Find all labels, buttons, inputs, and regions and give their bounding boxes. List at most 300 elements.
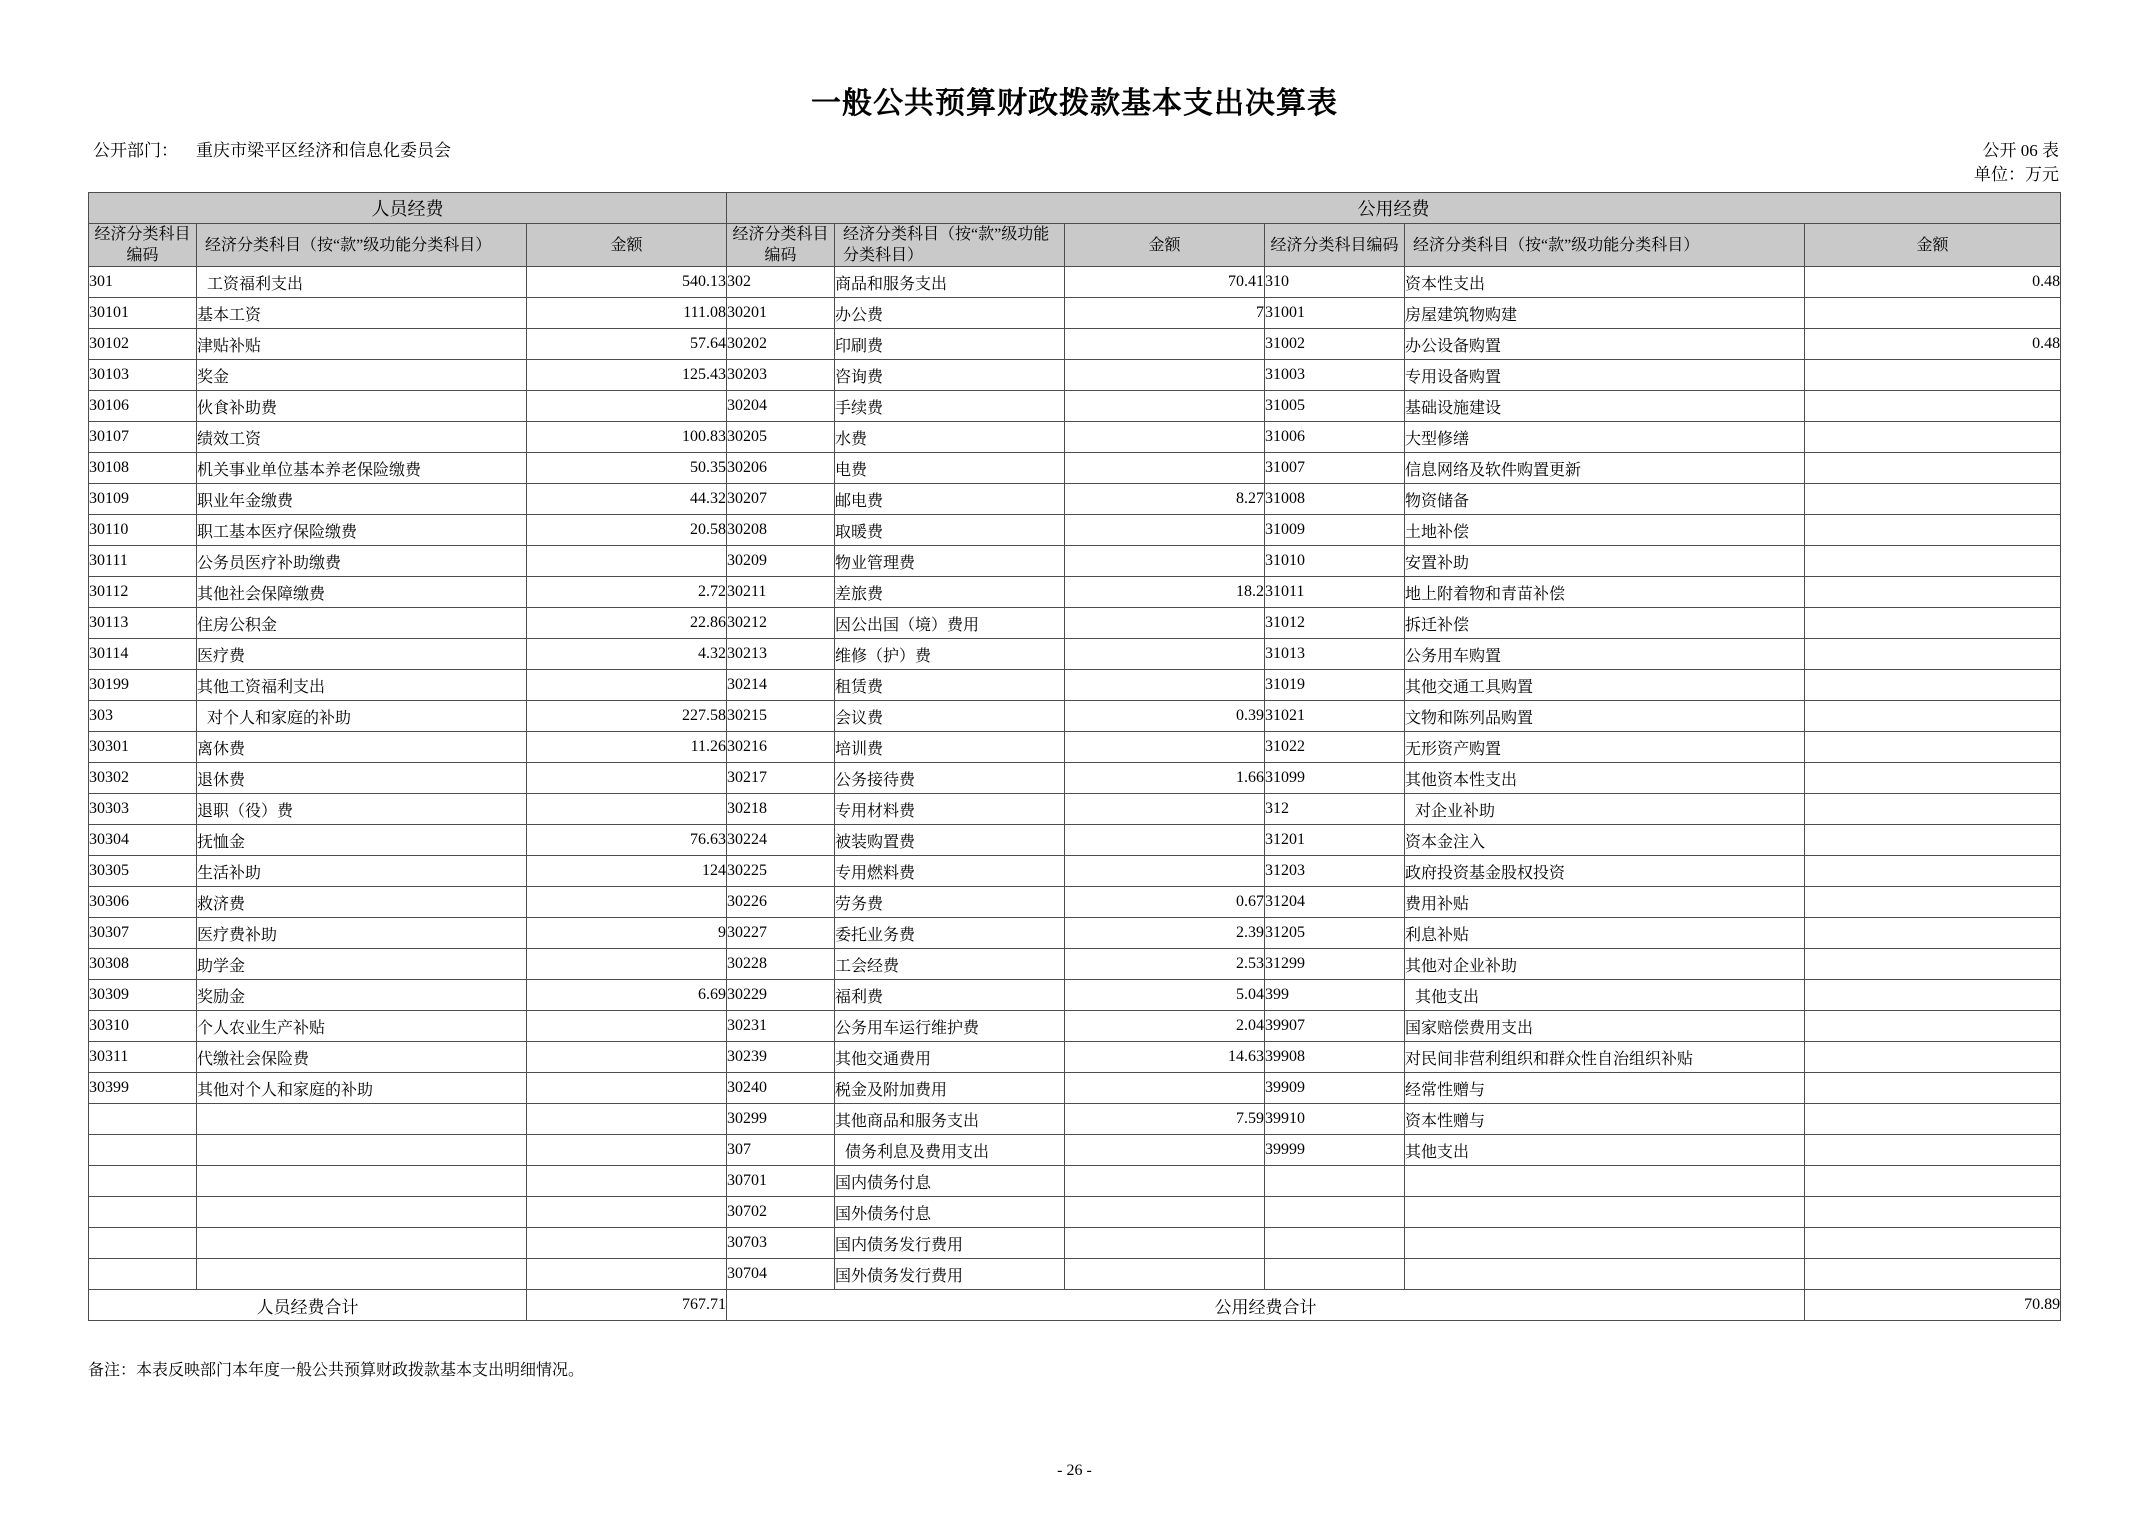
cell-name-personnel (197, 1166, 527, 1197)
cell-code-goods: 30227 (727, 918, 835, 949)
cell-name-capital: 安置补助 (1405, 546, 1805, 577)
cell-name-personnel (197, 1104, 527, 1135)
cell-name-personnel (197, 1259, 527, 1290)
cell-code-capital: 31203 (1265, 856, 1405, 887)
cell-code-personnel: 30309 (89, 980, 197, 1011)
cell-amount-goods (1065, 825, 1265, 856)
cell-code-personnel: 30102 (89, 329, 197, 360)
cell-amount-goods (1065, 608, 1265, 639)
cell-name-capital: 公务用车购置 (1405, 639, 1805, 670)
cell-code-personnel: 30107 (89, 422, 197, 453)
cell-name-capital: 地上附着物和青苗补偿 (1405, 577, 1805, 608)
cell-name-personnel: 其他工资福利支出 (197, 670, 527, 701)
cell-name-capital: 其他对企业补助 (1405, 949, 1805, 980)
cell-amount-goods: 70.41 (1065, 267, 1265, 298)
cell-amount-personnel (527, 1259, 727, 1290)
cell-name-personnel: 奖励金 (197, 980, 527, 1011)
cell-name-capital: 文物和陈列品购置 (1405, 701, 1805, 732)
cell-amount-goods (1065, 391, 1265, 422)
personnel-total-label: 人员经费合计 (89, 1290, 527, 1321)
cell-name-personnel: 离休费 (197, 732, 527, 763)
cell-name-personnel (197, 1135, 527, 1166)
cell-code-goods: 30224 (727, 825, 835, 856)
cell-name-personnel: 抚恤金 (197, 825, 527, 856)
cell-amount-goods (1065, 515, 1265, 546)
cell-amount-capital (1805, 1166, 2061, 1197)
cell-code-personnel: 30111 (89, 546, 197, 577)
cell-name-personnel: 奖金 (197, 360, 527, 391)
cell-name-goods: 会议费 (835, 701, 1065, 732)
cell-name-personnel: 伙食补助费 (197, 391, 527, 422)
cell-name-goods: 福利费 (835, 980, 1065, 1011)
form-meta (1974, 139, 2059, 187)
cell-code-capital: 31013 (1265, 639, 1405, 670)
cell-code-personnel: 30311 (89, 1042, 197, 1073)
cell-amount-personnel (527, 949, 727, 980)
cell-code-personnel: 30110 (89, 515, 197, 546)
cell-name-goods: 邮电费 (835, 484, 1065, 515)
cell-name-capital: 拆迁补偿 (1405, 608, 1805, 639)
cell-amount-personnel (527, 1135, 727, 1166)
cell-amount-personnel: 125.43 (527, 360, 727, 391)
cell-name-personnel: 代缴社会保险费 (197, 1042, 527, 1073)
group-header-personnel: 人员经费 (89, 193, 727, 224)
cell-code-personnel: 30101 (89, 298, 197, 329)
department-label: 公开部门： (93, 141, 178, 160)
cell-code-goods: 30202 (727, 329, 835, 360)
cell-amount-capital (1805, 391, 2061, 422)
cell-code-capital: 31001 (1265, 298, 1405, 329)
cell-amount-capital (1805, 1228, 2061, 1259)
table-row (89, 918, 2061, 949)
cell-code-capital: 31204 (1265, 887, 1405, 918)
col-header-code1: 经济分类科目编码 (89, 224, 197, 267)
cell-amount-personnel: 2.72 (527, 577, 727, 608)
cell-name-goods: 专用燃料费 (835, 856, 1065, 887)
cell-name-capital: 无形资产购置 (1405, 732, 1805, 763)
cell-amount-goods (1065, 453, 1265, 484)
cell-name-capital (1405, 1197, 1805, 1228)
cell-name-capital: 其他支出 (1405, 1135, 1805, 1166)
cell-code-goods: 30208 (727, 515, 835, 546)
table-row (89, 1042, 2061, 1073)
cell-code-capital: 39909 (1265, 1073, 1405, 1104)
cell-amount-capital (1805, 1011, 2061, 1042)
cell-amount-goods (1065, 794, 1265, 825)
table-row (89, 763, 2061, 794)
cell-code-personnel (89, 1104, 197, 1135)
cell-name-goods: 商品和服务支出 (835, 267, 1065, 298)
cell-code-capital: 39999 (1265, 1135, 1405, 1166)
cell-amount-capital (1805, 515, 2061, 546)
cell-name-personnel: 职业年金缴费 (197, 484, 527, 515)
cell-amount-goods (1065, 732, 1265, 763)
cell-code-personnel: 303 (89, 701, 197, 732)
cell-amount-personnel (527, 546, 727, 577)
form-number: 公开 06 表 (1982, 141, 2059, 160)
cell-name-capital: 专用设备购置 (1405, 360, 1805, 391)
cell-code-personnel: 30303 (89, 794, 197, 825)
cell-amount-capital (1805, 670, 2061, 701)
cell-name-personnel: 对个人和家庭的补助 (197, 701, 527, 732)
cell-code-goods: 30204 (727, 391, 835, 422)
public-total-label: 公用经费合计 (727, 1290, 1805, 1321)
cell-name-capital: 对企业补助 (1405, 794, 1805, 825)
cell-amount-capital (1805, 577, 2061, 608)
cell-amount-goods: 2.53 (1065, 949, 1265, 980)
cell-name-capital: 物资储备 (1405, 484, 1805, 515)
col-header-code3: 经济分类科目编码 (1265, 224, 1405, 267)
table-row (89, 515, 2061, 546)
cell-name-goods: 因公出国（境）费用 (835, 608, 1065, 639)
cell-code-goods: 30239 (727, 1042, 835, 1073)
public-total-amount: 70.89 (1805, 1290, 2061, 1321)
cell-name-goods: 租赁费 (835, 670, 1065, 701)
cell-amount-capital (1805, 1104, 2061, 1135)
cell-code-goods: 30209 (727, 546, 835, 577)
cell-amount-goods (1065, 1228, 1265, 1259)
cell-code-capital: 31205 (1265, 918, 1405, 949)
table-row (89, 360, 2061, 391)
department-line (93, 139, 513, 163)
page-number: - 26 - (1057, 1462, 1092, 1479)
cell-name-capital: 基础设施建设 (1405, 391, 1805, 422)
cell-code-personnel (89, 1228, 197, 1259)
cell-amount-capital (1805, 298, 2061, 329)
table-row (89, 329, 2061, 360)
cell-name-personnel: 职工基本医疗保险缴费 (197, 515, 527, 546)
cell-name-goods: 办公费 (835, 298, 1065, 329)
unit-label: 单位：万元 (1974, 165, 2059, 184)
table-row (89, 1073, 2061, 1104)
table-row (89, 794, 2061, 825)
cell-amount-capital: 0.48 (1805, 267, 2061, 298)
cell-code-personnel (89, 1166, 197, 1197)
cell-code-goods: 30217 (727, 763, 835, 794)
cell-name-goods: 委托业务费 (835, 918, 1065, 949)
cell-amount-personnel (527, 1166, 727, 1197)
cell-amount-capital (1805, 1073, 2061, 1104)
col-header-name2: 经济分类科目（按“款”级功能分类科目） (835, 224, 1065, 267)
cell-name-goods: 电费 (835, 453, 1065, 484)
cell-name-capital: 其他支出 (1405, 980, 1805, 1011)
cell-amount-personnel (527, 1197, 727, 1228)
cell-amount-goods: 8.27 (1065, 484, 1265, 515)
cell-name-goods: 手续费 (835, 391, 1065, 422)
cell-name-capital: 政府投资基金股权投资 (1405, 856, 1805, 887)
cell-amount-goods: 1.66 (1065, 763, 1265, 794)
cell-amount-personnel (527, 1104, 727, 1135)
cell-amount-capital (1805, 794, 2061, 825)
cell-code-capital: 31007 (1265, 453, 1405, 484)
cell-name-goods: 维修（护）费 (835, 639, 1065, 670)
cell-amount-goods (1065, 1197, 1265, 1228)
cell-code-capital: 31201 (1265, 825, 1405, 856)
cell-amount-goods (1065, 1166, 1265, 1197)
cell-code-personnel: 30199 (89, 670, 197, 701)
table-row (89, 670, 2061, 701)
cell-code-personnel (89, 1259, 197, 1290)
cell-amount-capital: 0.48 (1805, 329, 2061, 360)
cell-name-capital: 大型修缮 (1405, 422, 1805, 453)
cell-code-personnel: 30301 (89, 732, 197, 763)
cell-name-goods: 劳务费 (835, 887, 1065, 918)
cell-code-capital: 31299 (1265, 949, 1405, 980)
cell-amount-personnel (527, 1228, 727, 1259)
cell-code-capital: 31009 (1265, 515, 1405, 546)
cell-name-personnel: 绩效工资 (197, 422, 527, 453)
page-title: 一般公共预算财政拨款基本支出决算表 (811, 87, 1338, 120)
column-header-row (89, 224, 2061, 267)
cell-name-personnel (197, 1228, 527, 1259)
cell-code-personnel: 30113 (89, 608, 197, 639)
cell-name-personnel: 公务员医疗补助缴费 (197, 546, 527, 577)
cell-amount-capital (1805, 1259, 2061, 1290)
cell-name-capital: 资本性赠与 (1405, 1104, 1805, 1135)
cell-amount-personnel (527, 794, 727, 825)
personnel-total-amount: 767.71 (527, 1290, 727, 1321)
cell-name-personnel: 医疗费补助 (197, 918, 527, 949)
cell-amount-goods: 0.67 (1065, 887, 1265, 918)
cell-code-goods: 30214 (727, 670, 835, 701)
cell-amount-capital (1805, 422, 2061, 453)
cell-name-capital: 信息网络及软件购置更新 (1405, 453, 1805, 484)
cell-amount-personnel: 57.64 (527, 329, 727, 360)
cell-name-personnel: 助学金 (197, 949, 527, 980)
cell-code-goods: 30226 (727, 887, 835, 918)
cell-name-personnel: 住房公积金 (197, 608, 527, 639)
cell-code-capital: 31002 (1265, 329, 1405, 360)
cell-amount-personnel: 22.86 (527, 608, 727, 639)
cell-code-capital: 31099 (1265, 763, 1405, 794)
cell-code-goods: 30229 (727, 980, 835, 1011)
cell-code-capital: 31008 (1265, 484, 1405, 515)
cell-name-capital: 对民间非营利组织和群众性自治组织补贴 (1405, 1042, 1805, 1073)
cell-code-capital: 31005 (1265, 391, 1405, 422)
cell-code-goods: 30218 (727, 794, 835, 825)
cell-code-personnel: 30305 (89, 856, 197, 887)
cell-name-goods: 其他交通费用 (835, 1042, 1065, 1073)
cell-name-capital (1405, 1228, 1805, 1259)
cell-code-goods: 30231 (727, 1011, 835, 1042)
cell-code-goods: 30215 (727, 701, 835, 732)
cell-name-capital (1405, 1166, 1805, 1197)
cell-code-goods: 30701 (727, 1166, 835, 1197)
cell-name-goods: 工会经费 (835, 949, 1065, 980)
cell-amount-personnel: 6.69 (527, 980, 727, 1011)
cell-amount-personnel (527, 1073, 727, 1104)
cell-name-personnel (197, 1197, 527, 1228)
table-row (89, 391, 2061, 422)
table-row (89, 298, 2061, 329)
cell-name-goods: 公务接待费 (835, 763, 1065, 794)
cell-name-goods: 培训费 (835, 732, 1065, 763)
cell-name-goods: 取暖费 (835, 515, 1065, 546)
cell-name-personnel: 个人农业生产补贴 (197, 1011, 527, 1042)
cell-code-goods: 30225 (727, 856, 835, 887)
cell-amount-capital (1805, 639, 2061, 670)
totals-row (89, 1290, 2061, 1321)
cell-code-capital: 31006 (1265, 422, 1405, 453)
cell-code-capital: 31012 (1265, 608, 1405, 639)
cell-name-goods: 债务利息及费用支出 (835, 1135, 1065, 1166)
cell-name-capital: 其他资本性支出 (1405, 763, 1805, 794)
cell-code-goods: 307 (727, 1135, 835, 1166)
cell-code-personnel: 30306 (89, 887, 197, 918)
cell-amount-goods: 14.63 (1065, 1042, 1265, 1073)
cell-code-goods: 30704 (727, 1259, 835, 1290)
cell-code-capital: 31022 (1265, 732, 1405, 763)
cell-amount-personnel: 4.32 (527, 639, 727, 670)
cell-code-goods: 30702 (727, 1197, 835, 1228)
cell-amount-personnel: 100.83 (527, 422, 727, 453)
cell-name-capital: 资本金注入 (1405, 825, 1805, 856)
cell-name-personnel: 工资福利支出 (197, 267, 527, 298)
cell-amount-capital (1805, 732, 2061, 763)
cell-name-personnel: 生活补助 (197, 856, 527, 887)
table-row (89, 1104, 2061, 1135)
cell-amount-personnel (527, 391, 727, 422)
group-header-public: 公用经费 (727, 193, 2061, 224)
table-row (89, 980, 2061, 1011)
cell-amount-goods (1065, 422, 1265, 453)
cell-name-goods: 国内债务发行费用 (835, 1228, 1065, 1259)
cell-amount-personnel: 11.26 (527, 732, 727, 763)
cell-name-capital (1405, 1259, 1805, 1290)
cell-code-goods: 30216 (727, 732, 835, 763)
cell-code-capital (1265, 1228, 1405, 1259)
cell-name-personnel: 津贴补贴 (197, 329, 527, 360)
cell-name-personnel: 基本工资 (197, 298, 527, 329)
table-note: 备注：本表反映部门本年度一般公共预算财政拨款基本支出明细情况。 (88, 1362, 585, 1379)
cell-amount-capital (1805, 546, 2061, 577)
cell-name-capital: 办公设备购置 (1405, 329, 1805, 360)
cell-amount-personnel: 540.13 (527, 267, 727, 298)
cell-code-capital: 312 (1265, 794, 1405, 825)
cell-amount-personnel: 76.63 (527, 825, 727, 856)
cell-code-goods: 30205 (727, 422, 835, 453)
cell-amount-goods (1065, 1259, 1265, 1290)
table-row (89, 422, 2061, 453)
cell-amount-personnel: 124 (527, 856, 727, 887)
cell-code-capital: 31010 (1265, 546, 1405, 577)
cell-amount-goods (1065, 856, 1265, 887)
cell-amount-goods: 0.39 (1065, 701, 1265, 732)
cell-amount-personnel: 111.08 (527, 298, 727, 329)
table-row (89, 1197, 2061, 1228)
cell-amount-personnel (527, 1042, 727, 1073)
cell-amount-personnel (527, 887, 727, 918)
cell-amount-capital (1805, 763, 2061, 794)
cell-amount-goods (1065, 1135, 1265, 1166)
cell-amount-goods: 18.2 (1065, 577, 1265, 608)
table-row (89, 1228, 2061, 1259)
table-row (89, 887, 2061, 918)
cell-amount-goods: 7 (1065, 298, 1265, 329)
cell-amount-personnel (527, 1011, 727, 1042)
cell-name-goods: 咨询费 (835, 360, 1065, 391)
cell-code-personnel: 30310 (89, 1011, 197, 1042)
cell-amount-personnel: 9 (527, 918, 727, 949)
cell-code-goods: 30211 (727, 577, 835, 608)
cell-name-capital: 利息补贴 (1405, 918, 1805, 949)
cell-amount-capital (1805, 608, 2061, 639)
cell-amount-goods: 7.59 (1065, 1104, 1265, 1135)
table-row (89, 1259, 2061, 1290)
cell-name-personnel: 机关事业单位基本养老保险缴费 (197, 453, 527, 484)
cell-code-personnel: 30112 (89, 577, 197, 608)
cell-amount-goods (1065, 639, 1265, 670)
table-row (89, 856, 2061, 887)
cell-name-capital: 房屋建筑物购建 (1405, 298, 1805, 329)
cell-name-goods: 其他商品和服务支出 (835, 1104, 1065, 1135)
cell-name-personnel: 退职（役）费 (197, 794, 527, 825)
cell-amount-capital (1805, 360, 2061, 391)
cell-code-capital: 310 (1265, 267, 1405, 298)
cell-name-personnel: 退休费 (197, 763, 527, 794)
cell-code-goods: 30240 (727, 1073, 835, 1104)
cell-code-capital: 31021 (1265, 701, 1405, 732)
table-row (89, 453, 2061, 484)
cell-code-personnel: 30103 (89, 360, 197, 391)
cell-name-goods: 国外债务发行费用 (835, 1259, 1065, 1290)
cell-code-personnel: 30108 (89, 453, 197, 484)
col-header-amount2: 金额 (1065, 224, 1265, 267)
table-row (89, 825, 2061, 856)
cell-name-goods: 公务用车运行维护费 (835, 1011, 1065, 1042)
col-header-amount3: 金额 (1805, 224, 2061, 267)
cell-amount-capital (1805, 949, 2061, 980)
group-header-row (89, 193, 2061, 224)
cell-name-goods: 印刷费 (835, 329, 1065, 360)
cell-code-personnel: 30106 (89, 391, 197, 422)
table-row (89, 1011, 2061, 1042)
cell-name-goods: 专用材料费 (835, 794, 1065, 825)
cell-name-goods: 差旅费 (835, 577, 1065, 608)
cell-code-personnel: 30307 (89, 918, 197, 949)
col-header-name1: 经济分类科目（按“款”级功能分类科目） (197, 224, 527, 267)
cell-amount-capital (1805, 980, 2061, 1011)
cell-name-capital: 费用补贴 (1405, 887, 1805, 918)
cell-amount-personnel: 44.32 (527, 484, 727, 515)
col-header-name3: 经济分类科目（按“款”级功能分类科目） (1405, 224, 1805, 267)
cell-name-goods: 被装购置费 (835, 825, 1065, 856)
cell-code-capital: 399 (1265, 980, 1405, 1011)
cell-code-capital (1265, 1166, 1405, 1197)
cell-code-personnel: 30114 (89, 639, 197, 670)
cell-amount-capital (1805, 1197, 2061, 1228)
cell-name-personnel: 其他对个人和家庭的补助 (197, 1073, 527, 1104)
cell-amount-personnel: 50.35 (527, 453, 727, 484)
cell-name-goods: 水费 (835, 422, 1065, 453)
table-row (89, 608, 2061, 639)
cell-amount-capital (1805, 918, 2061, 949)
cell-code-goods: 30228 (727, 949, 835, 980)
cell-code-personnel (89, 1197, 197, 1228)
table-row (89, 949, 2061, 980)
cell-amount-capital (1805, 887, 2061, 918)
cell-code-goods: 30213 (727, 639, 835, 670)
cell-name-personnel: 其他社会保障缴费 (197, 577, 527, 608)
cell-code-personnel: 30109 (89, 484, 197, 515)
cell-code-goods: 30299 (727, 1104, 835, 1135)
cell-amount-capital (1805, 825, 2061, 856)
cell-amount-goods: 2.39 (1065, 918, 1265, 949)
cell-amount-goods (1065, 546, 1265, 577)
cell-name-personnel: 救济费 (197, 887, 527, 918)
table-row (89, 267, 2061, 298)
cell-name-capital: 土地补偿 (1405, 515, 1805, 546)
